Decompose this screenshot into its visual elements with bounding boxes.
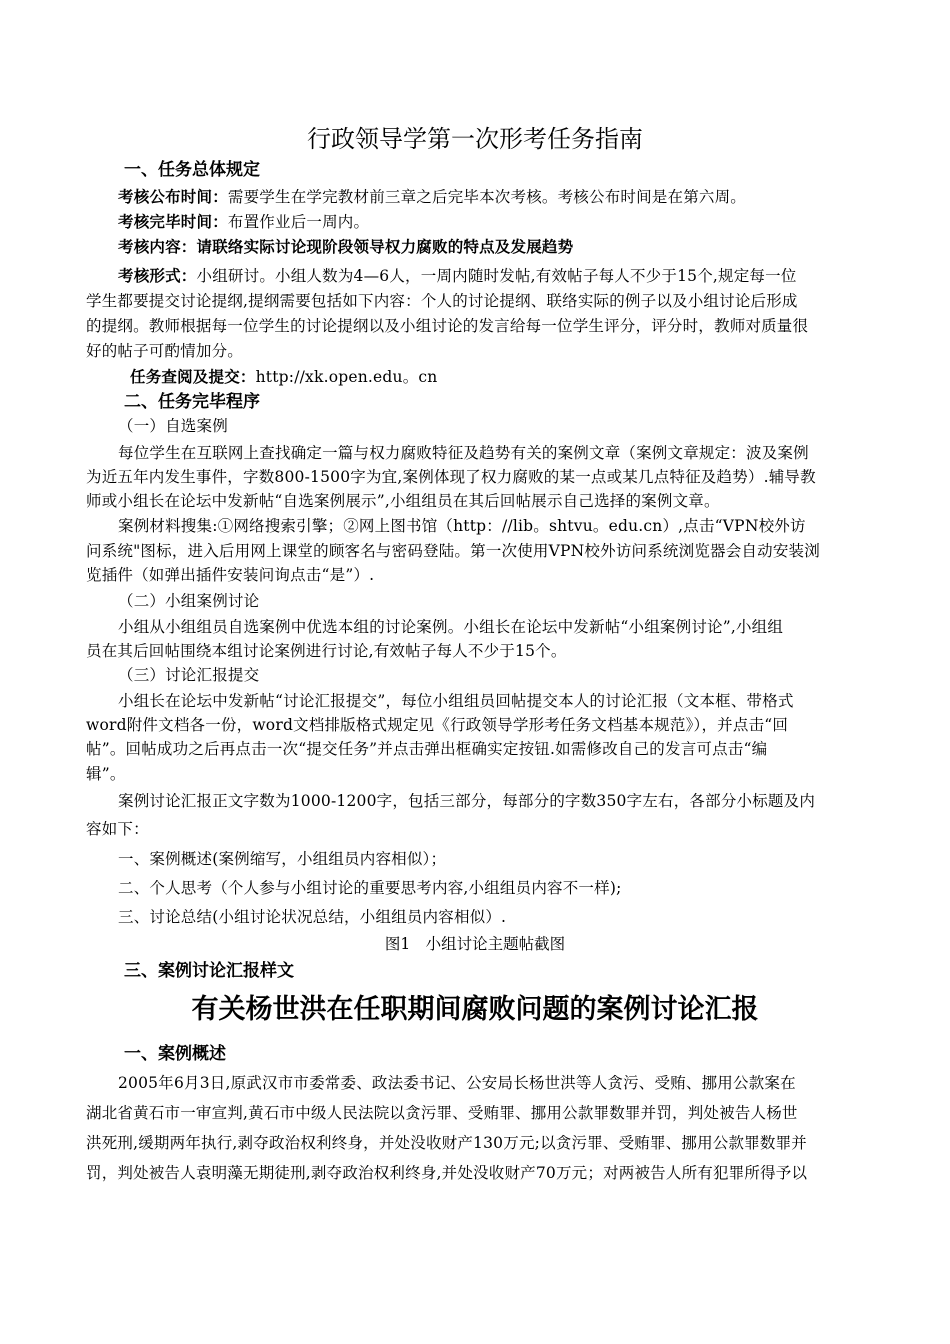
section3-heading: 三、案例讨论汇报样文 bbox=[124, 961, 294, 981]
exam-form-text1: 小组研讨。小组人数为4—6人，一周内随时发帖,有效帖子每人不少于15个,规定每一位 bbox=[196, 267, 797, 285]
exam-form-line3: 的提纲。教师根据每一位学生的讨论提纲以及小组讨论的发言给每一位学生评分，评分时，教师对质量很 bbox=[86, 317, 809, 335]
publish-time-text: 需要学生在学完教材前三章之后完毕本次考核。考核公布时间是在第六周。 bbox=[227, 188, 747, 206]
sub2-title: （二）小组案例讨论 bbox=[118, 592, 260, 610]
task-query-label: 任务查阅及提交： bbox=[130, 368, 256, 386]
exam-content-line: 考核内容：请联络实际讨论现阶段领导权力腐败的特点及发展趋势 bbox=[118, 238, 574, 256]
sub3-p2-line1: 案例讨论汇报正文字数为1000-1200字，包括三部分，每部分的字数350字左右，各部分小标题及内 bbox=[118, 792, 816, 810]
sub3-item3: 三、讨论总结(小组讨论状况总结，小组组员内容相似）. bbox=[118, 908, 507, 926]
sub1-p1-line1: 每位学生在互联网上查找确定一篇与权力腐败特征及趋势有关的案例文章（案例文章规定：波及案例 bbox=[118, 444, 809, 462]
sub1-p1-line2: 为近五年内发生事件，字数800-1500字为宜,案例体现了权力腐败的某一点或某几点特征及趋势）.辅导教 bbox=[86, 468, 816, 486]
sub3-p1-line4: 辑”。 bbox=[86, 765, 126, 783]
task-query-link[interactable]: http://xk.open.edu。cn bbox=[255, 368, 438, 386]
report-title: 有关杨世洪在任职期间腐败问题的案例讨论汇报 bbox=[191, 994, 759, 1025]
section2-heading: 二、任务完毕程序 bbox=[124, 392, 260, 412]
publish-time-line bbox=[118, 186, 746, 208]
document-title: 行政领导学第一次形考任务指南 bbox=[307, 125, 643, 153]
exam-form-line1 bbox=[118, 265, 797, 287]
figure-caption: 图1 小组讨论主题帖截图 bbox=[384, 935, 566, 953]
sub3-p1-line2: word附件文档各一份，word文档排版格式规定见《行政领导学形考任务文档基本规范》），并点击“回 bbox=[86, 716, 789, 734]
sub3-p1-line3: 帖”。回帖成功之后再点击一次“提交任务”并点击弹出框确实定按钮.如需修改自己的发言可点击“编 bbox=[86, 740, 768, 758]
finish-time-line bbox=[118, 211, 369, 233]
part1-heading: 一、案例概述 bbox=[124, 1044, 226, 1064]
task-query-line bbox=[130, 366, 437, 388]
sub3-p2-line2: 容如下： bbox=[86, 820, 149, 838]
report-line3: 洪死刑,缓期两年执行,剥夺政治权利终身，并处没收财产130万元;以贪污罪、受贿罪、挪用公款罪数罪并 bbox=[86, 1134, 807, 1152]
report-line1: 2005年6月3日,原武汉市市委常委、政法委书记、公安局长杨世洪等人贪污、受贿、挪用公款案在 bbox=[118, 1074, 796, 1092]
sub2-line2: 员在其后回帖围绕本组讨论案例进行讨论,有效帖子每人不少于15个。 bbox=[86, 642, 567, 660]
report-line2: 湖北省黄石市一审宣判,黄石市中级人民法院以贪污罪、受贿罪、挪用公款罪数罪并罚，判处被告人杨世 bbox=[86, 1104, 798, 1122]
publish-time-label: 考核公布时间： bbox=[118, 188, 228, 206]
sub3-item1: 一、案例概述(案例缩写，小组组员内容相似）； bbox=[118, 850, 447, 868]
finish-time-text: 布置作业后一周内。 bbox=[227, 213, 370, 231]
sub1-p2-line2: 问系统"图标，进入后用网上课堂的顾客名与密码登陆。第一次使用VPN校外访问系统浏览器会自动安装浏 bbox=[86, 542, 820, 560]
finish-time-label: 考核完毕时间： bbox=[118, 213, 228, 231]
exam-form-line4: 好的帖子可酌情加分。 bbox=[86, 342, 244, 360]
sub1-p2-line1: 案例材料搜集:①网络搜索引擎；②网上图书馆（http：//lib。shtvu。edu.cn）,点击“VPN校外访 bbox=[118, 517, 806, 535]
section1-heading: 一、任务总体规定 bbox=[124, 160, 260, 180]
exam-form-line2: 学生都要提交讨论提纲,提纲需要包括如下内容：个人的讨论提纲、联络实际的例子以及小组讨论后形成 bbox=[86, 292, 798, 310]
sub1-title: （一）自选案例 bbox=[118, 417, 228, 435]
sub2-line1: 小组从小组组员自选案例中优选本组的讨论案例。小组长在论坛中发新帖“小组案例讨论”,小组组 bbox=[118, 618, 784, 636]
sub3-item2: 二、个人思考（个人参与小组讨论的重要思考内容,小组组员内容不一样); bbox=[118, 879, 622, 897]
sub3-title: （三）讨论汇报提交 bbox=[118, 666, 260, 684]
sub1-p2-line3: 览插件（如弹出插件安装问询点击“是”）. bbox=[86, 566, 375, 584]
sub3-p1-line1: 小组长在论坛中发新帖“讨论汇报提交”，每位小组组员回帖提交本人的讨论汇报（文本框、带格式 bbox=[118, 692, 794, 710]
sub1-p1-line3: 师或小组长在论坛中发新帖“自选案例展示”,小组组员在其后回帖展示自己选择的案例文章。 bbox=[86, 492, 720, 510]
report-line4: 罚，判处被告人袁明藻无期徒刑,剥夺政治权利终身,并处没收财产70万元；对两被告人所有犯罪所得予以 bbox=[86, 1164, 808, 1182]
exam-form-label: 考核形式： bbox=[118, 267, 197, 285]
